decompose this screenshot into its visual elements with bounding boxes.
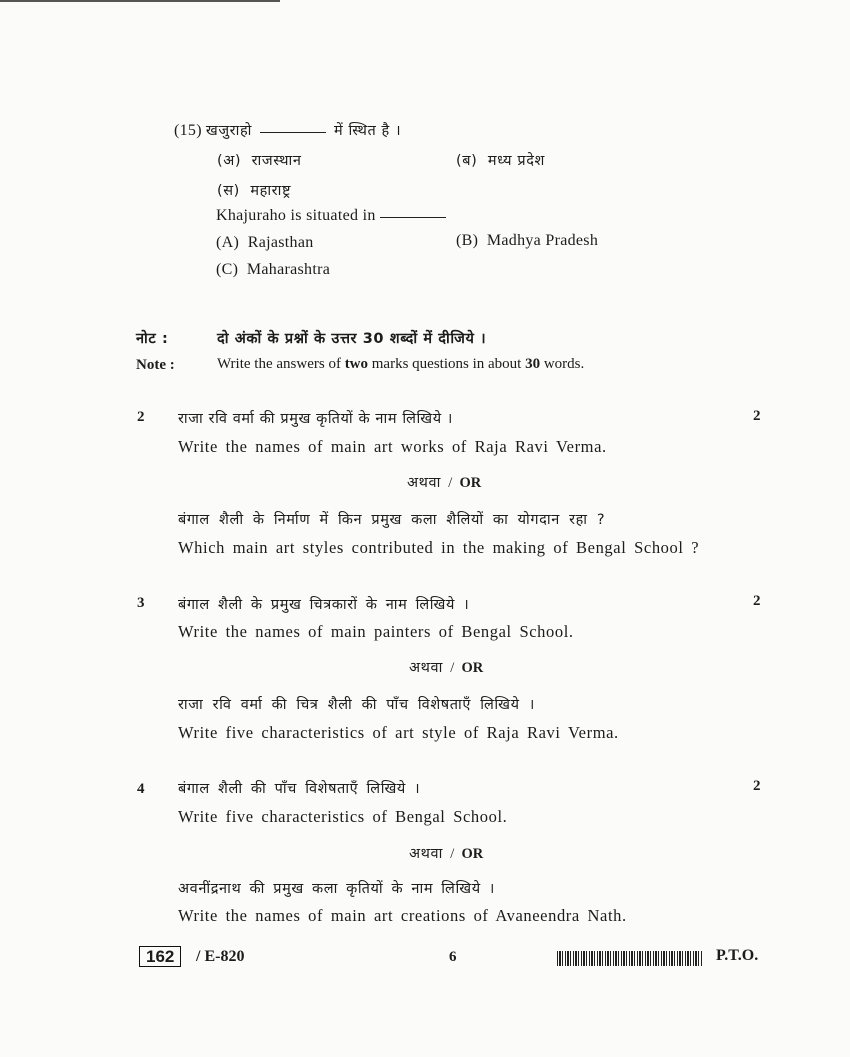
q15-hindi-line [174,120,401,140]
footer-code-box [139,947,181,967]
q15-english-line: Khajuraho is situated in [216,207,450,225]
q2-number: 2 [137,409,145,425]
q15-hindi-before: खजुराहो [205,123,253,139]
q15-hindi-after: में स्थित है । [334,123,402,139]
q2-or-separator: अथवा / OR [407,475,482,491]
q2-marks: 2 [753,408,761,424]
q15-blank-hi [260,131,326,133]
note-text-hi: दो अंकों के प्रश्नों के उत्तर 30 शब्दों में दीजिये । [217,331,487,347]
pto-label: P.T.O. [716,947,759,964]
q4-marks: 2 [753,778,761,794]
q15-number: (15) [174,122,202,139]
q3-english: Write the names of main painters of Bengal School. [178,622,574,641]
note-text-en: Write the answers of two marks questions in about 30 words. [217,356,585,372]
paper-code: 162 [139,946,181,967]
q2-hindi: राजा रवि वर्मा की प्रमुख कृतियों के नाम लिखिये । [178,411,454,427]
q3-or-separator: अथवा / OR [409,660,484,676]
q3-marks: 2 [753,593,761,609]
q15-option-a-en: (A) Rajasthan [216,234,314,251]
q3-alt-english: Write five characteristics of art style of Raja Ravi Verma. [178,723,619,742]
q15-blank-en [380,216,446,218]
note-label-en: Note : [136,357,175,373]
top-edge-line [0,0,280,2]
q15-option-a-hi: (अ) राजस्थान [217,153,302,169]
q4-alt-hindi: अवनींद्रनाथ की प्रमुख कला कृतियों के नाम लिखिये । [178,881,496,897]
q4-or-separator: अथवा / OR [409,846,484,862]
q2-alt-hindi: बंगाल शैली के निर्माण में किन प्रमुख कला शैलियों का योगदान रहा ? [178,512,606,528]
barcode [557,951,703,966]
page-number: 6 [449,949,457,965]
q4-number: 4 [137,781,145,797]
q3-alt-hindi: राजा रवि वर्मा की चित्र शैली की पाँच विशेषताएँ लिखिये । [178,697,535,713]
q4-alt-english: Write the names of main art creations of Avaneendra Nath. [178,906,627,925]
q3-hindi: बंगाल शैली के प्रमुख चित्रकारों के नाम लिखिये । [178,597,470,613]
q15-option-c-hi: (स) महाराष्ट्र [217,183,292,199]
q4-english: Write five characteristics of Bengal School. [178,807,508,826]
q2-alt-english: Which main art styles contributed in the making of Bengal School ? [178,538,700,557]
q2-english: Write the names of main art works of Raja Ravi Verma. [178,437,607,456]
q15-option-c-en: (C) Maharashtra [216,261,331,278]
note-label-hi: नोट : [136,331,169,347]
q4-hindi: बंगाल शैली की पाँच विशेषताएँ लिखिये । [178,781,421,797]
q3-number: 3 [137,595,145,611]
paper-id: / E-820 [196,948,245,965]
q15-option-b-en: (B) Madhya Pradesh [456,232,599,249]
q15-option-b-hi: (ब) मध्य प्रदेश [456,153,545,169]
